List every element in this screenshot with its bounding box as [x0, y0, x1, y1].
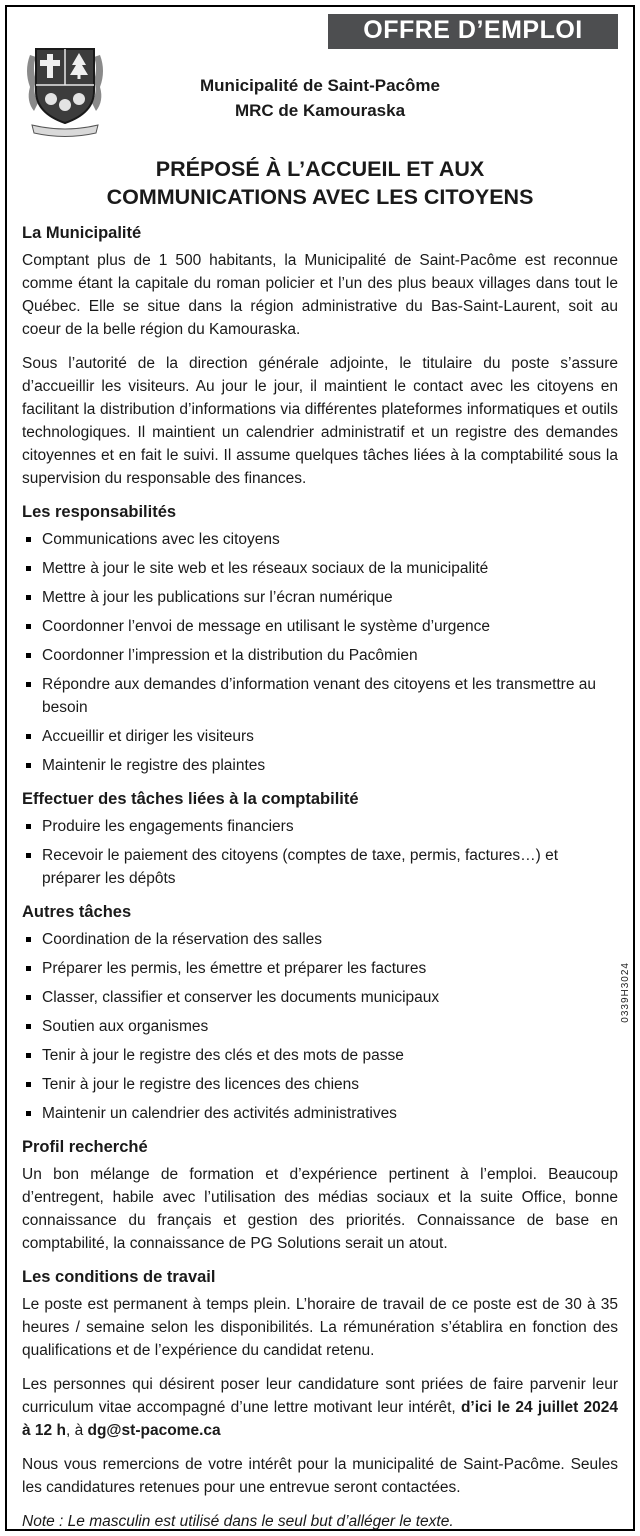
text-run: , à [65, 1422, 88, 1439]
bullet-square-icon [26, 682, 31, 687]
paragraph [22, 352, 618, 490]
bullet-text: Coordination de la réservation des salles [42, 931, 323, 948]
paragraph [22, 1373, 618, 1442]
bullet-item [22, 615, 618, 638]
bullet-square-icon [26, 1082, 31, 1087]
section-heading: Les conditions de travail [22, 1268, 216, 1286]
text-run: Comptant plus de 1 500 habitants, la Municipalité de Saint-Pacôme est reconnue comme étant la capitale du roman policier et l’un des plus beaux villages dans tout le Québec. Elle se situe dans la région administrative du Bas-Saint-Laurent, soit au coeur de la belle région du Kamouraska. [22, 252, 618, 338]
bullet-square-icon [26, 995, 31, 1000]
job-posting-page [5, 5, 635, 1531]
bullet-item [22, 557, 618, 580]
bullet-square-icon [26, 966, 31, 971]
content [22, 224, 618, 1531]
bullet-text: Classer, classifier et conserver les documents municipaux [42, 989, 440, 1006]
banner-title: OFFRE D’EMPLOI [363, 16, 583, 44]
bullet-square-icon [26, 734, 31, 739]
bullet-text: Recevoir le paiement des citoyens (comptes de taxe, permis, factures…) et préparer les dépôts [42, 847, 559, 887]
bullet-item [22, 644, 618, 667]
bullet-text: Communications avec les citoyens [42, 531, 280, 548]
bullet-square-icon [26, 566, 31, 571]
footnote [22, 1510, 618, 1531]
bullet-square-icon [26, 1111, 31, 1116]
bullet-text: Maintenir le registre des plaintes [42, 757, 266, 774]
bullet-square-icon [26, 1024, 31, 1029]
job-title [22, 155, 618, 211]
bullet-square-icon [26, 853, 31, 858]
job-title-line2: COMMUNICATIONS AVEC LES CITOYENS [106, 185, 534, 209]
bullet-text: Maintenir un calendrier des activités administratives [42, 1105, 397, 1122]
bullet-item [22, 1044, 618, 1067]
text-run: Les personnes qui désirent poser leur candidature sont priées de faire parvenir leur curriculum vitae accompagné d’une lettre motivant leur intérêt, [22, 1376, 618, 1416]
bullet-item [22, 957, 618, 980]
section-heading: Autres tâches [22, 903, 132, 921]
bullet-text: Coordonner l’envoi de message en utilisant le système d’urgence [42, 618, 491, 635]
bullet-text: Mettre à jour les publications sur l’écran numérique [42, 589, 393, 606]
paragraph [22, 1163, 618, 1255]
bullet-square-icon [26, 763, 31, 768]
bullet-item [22, 754, 618, 777]
bullet-square-icon [26, 624, 31, 629]
text-run: Le poste est permanent à temps plein. L’horaire de travail de ce poste est de 30 à 35 heures / semaine selon les disponibilités. La rémunération s’établira en fonction des qualifications et de l’expérience du candidat retenu. [22, 1296, 618, 1359]
bullet-item [22, 815, 618, 838]
bullet-square-icon [26, 1053, 31, 1058]
bullet-square-icon [26, 937, 31, 942]
bullet-list [22, 815, 618, 890]
bullet-text: Produire les engagements financiers [42, 818, 294, 835]
text-run: Nous vous remercions de votre intérêt pour la municipalité de Saint-Pacôme. Seules les candidatures retenues pour une entrevue seront contactées. [22, 1456, 618, 1496]
bullet-item [22, 1073, 618, 1096]
section-heading: Effectuer des tâches liées à la comptabilité [22, 790, 359, 808]
bullet-item [22, 986, 618, 1009]
paragraph [22, 1453, 618, 1499]
bullet-item [22, 844, 618, 890]
bold-text-run: dg@st-pacome.ca [87, 1422, 221, 1439]
bullet-square-icon [26, 653, 31, 658]
bullet-item [22, 1015, 618, 1038]
municipal-coat-of-arms-logo [24, 41, 106, 137]
text-run: Note : Le masculin est utilisé dans le seul but d’alléger le texte. [22, 1513, 454, 1530]
job-title-line1: PRÉPOSÉ À L’ACCUEIL ET AUX [155, 157, 485, 181]
paragraph [22, 1293, 618, 1362]
bullet-text: Mettre à jour le site web et les réseaux sociaux de la municipalité [42, 560, 489, 577]
bullet-item [22, 1102, 618, 1125]
section-heading: Les responsabilités [22, 503, 177, 521]
paragraph [22, 249, 618, 341]
bullet-list [22, 528, 618, 777]
bullet-item [22, 928, 618, 951]
section-heading: Profil recherché [22, 1138, 148, 1156]
bullet-text: Répondre aux demandes d’information venant des citoyens et les transmettre au besoin [42, 676, 597, 716]
bullet-text: Tenir à jour le registre des clés et des mots de passe [42, 1047, 404, 1064]
bullet-list [22, 928, 618, 1125]
text-run: Sous l’autorité de la direction générale adjointe, le titulaire du poste s’assure d’accueillir les visiteurs. Au jour le jour, il maintient le contact avec les citoyens en facilitant la distribution d’informations via différentes plateformes informatiques et outils technologiques. Il maintient un calendrier administratif et un registre des demandes citoyennes et en fait le suivi. Il assume quelques tâches liées à la comptabilité sous la supervision du responsable des finances. [22, 355, 618, 487]
bullet-text: Accueillir et diriger les visiteurs [42, 728, 254, 745]
bullet-item [22, 586, 618, 609]
bold-text-run: d’ici le 24 juillet 2024 à 12 h [22, 1399, 618, 1439]
org-line2: MRC de Kamouraska [234, 101, 406, 120]
bullet-square-icon [26, 595, 31, 600]
bullet-text: Coordonner l’impression et la distribution du Pacômien [42, 647, 418, 664]
print-reference-code: 0339H3024 [620, 962, 631, 1023]
bullet-item [22, 673, 618, 719]
bullet-square-icon [26, 824, 31, 829]
bullet-item [22, 725, 618, 748]
header [22, 57, 618, 145]
bullet-square-icon [26, 537, 31, 542]
bullet-text: Soutien aux organismes [42, 1018, 209, 1035]
bullet-text: Préparer les permis, les émettre et préparer les factures [42, 960, 427, 977]
text-run: Un bon mélange de formation et d’expérience pertinent à l’emploi. Beaucoup d’entregent, habile avec l’utilisation des médias sociaux et la suite Office, bonne connaissance du français et gestion des priorités. Connaissance de base en comptabilité, la connaissance de PG Solutions serait un atout. [22, 1166, 618, 1252]
org-line1: Municipalité de Saint-Pacôme [200, 76, 440, 95]
section-heading: La Municipalité [22, 224, 142, 242]
offer-banner [328, 14, 618, 49]
bullet-text: Tenir à jour le registre des licences des chiens [42, 1076, 360, 1093]
bullet-item [22, 528, 618, 551]
organization-name [22, 57, 618, 123]
